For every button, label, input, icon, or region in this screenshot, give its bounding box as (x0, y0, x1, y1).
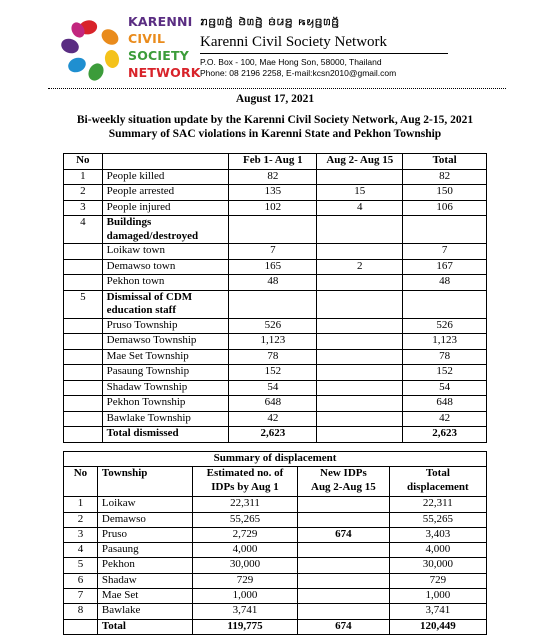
row-total: 648 (403, 396, 487, 412)
table-row (64, 334, 487, 350)
row-feb-aug1: 1,123 (229, 334, 317, 350)
table-row (64, 543, 487, 558)
hearts-circle-icon (58, 13, 126, 85)
row-township: Shadaw (97, 573, 192, 588)
row-item: Pekhon town (102, 275, 229, 291)
row-new-idps: 674 (298, 527, 390, 542)
table-row (64, 365, 487, 381)
row-aug2-aug15: 4 (317, 200, 403, 216)
header-new-idps (298, 467, 390, 497)
row-aug2-aug15 (317, 216, 403, 244)
row-no (64, 427, 103, 443)
row-aug2-aug15 (317, 290, 403, 318)
row-feb-aug1: 54 (229, 380, 317, 396)
table-row (64, 558, 487, 573)
row-no: 4 (64, 216, 103, 244)
report-subtitle: Summary of SAC violations in Karenni State and Pekhon Township (108, 128, 442, 140)
row-no: 8 (64, 604, 98, 619)
violations-header-row (64, 154, 487, 170)
row-item: Buildings damaged/destroyed (102, 216, 229, 244)
row-feb-aug1: 48 (229, 275, 317, 291)
row-total: 1,123 (403, 334, 487, 350)
total-no (64, 619, 98, 634)
row-aug2-aug15 (317, 349, 403, 365)
row-aug2-aug15 (317, 318, 403, 334)
row-estimated: 729 (192, 573, 297, 588)
row-township: Pruso (97, 527, 192, 542)
table-row (64, 275, 487, 291)
table-row (64, 604, 487, 619)
org-address: P.O. Box - 100, Mae Hong Son, 58000, Thailand (200, 57, 382, 67)
row-aug2-aug15 (317, 380, 403, 396)
total-label: Total (97, 619, 192, 634)
row-no (64, 411, 103, 427)
header-new-line2: Aug 2-Aug 15 (311, 480, 376, 493)
row-item: Pekhon Township (102, 396, 229, 412)
row-aug2-aug15 (317, 427, 403, 443)
header-estimated-line2: IDPs by Aug 1 (211, 480, 279, 493)
row-no (64, 365, 103, 381)
displacement-title-row (64, 452, 487, 467)
row-total: 526 (403, 318, 487, 334)
row-no: 3 (64, 200, 103, 216)
letterhead-rule (200, 53, 448, 54)
row-township: Pekhon (97, 558, 192, 573)
row-aug2-aug15 (317, 275, 403, 291)
table-row (64, 411, 487, 427)
header-estimated-line1: Estimated no. of (206, 467, 284, 480)
row-aug2-aug15 (317, 365, 403, 381)
row-total: 82 (403, 169, 487, 185)
row-no: 7 (64, 589, 98, 604)
displacement-body (64, 497, 487, 619)
row-estimated: 55,265 (192, 512, 297, 527)
row-item: Dismissal of CDM education staff (102, 290, 229, 318)
header-total-line1: Total (425, 467, 450, 480)
report-title: Bi-weekly situation update by the Karenni Civil Society Network, Aug 2-15, 2021 (76, 114, 474, 126)
row-feb-aug1: 82 (229, 169, 317, 185)
table-row (64, 169, 487, 185)
row-item: Loikaw town (102, 244, 229, 260)
row-total: 152 (403, 365, 487, 381)
header-item (102, 154, 229, 170)
displacement-title: Summary of displacement (64, 452, 487, 467)
row-total: 167 (403, 259, 487, 275)
header-total-line2: displacement (406, 480, 469, 493)
row-no: 3 (64, 527, 98, 542)
violations-body (64, 169, 487, 442)
row-no: 4 (64, 543, 98, 558)
table-row (64, 497, 487, 512)
row-total (403, 290, 487, 318)
table-row (64, 244, 487, 260)
row-total: 729 (389, 573, 486, 588)
row-township: Bawlake (97, 604, 192, 619)
row-item: Pasaung Township (102, 365, 229, 381)
total-displacement: 120,449 (389, 619, 486, 634)
row-no (64, 349, 103, 365)
row-no (64, 380, 103, 396)
row-total: 3,403 (389, 527, 486, 542)
row-feb-aug1: 102 (229, 200, 317, 216)
row-no (64, 244, 103, 260)
table-row (64, 349, 487, 365)
row-aug2-aug15 (317, 244, 403, 260)
table-row (64, 216, 487, 244)
row-item: Demawso Township (102, 334, 229, 350)
row-township: Pasaung (97, 543, 192, 558)
row-total: 55,265 (389, 512, 486, 527)
row-estimated: 1,000 (192, 589, 297, 604)
table-row (64, 527, 487, 542)
table-row (64, 573, 487, 588)
header-estimated-idps (192, 467, 297, 497)
row-estimated: 2,729 (192, 527, 297, 542)
row-no: 1 (64, 169, 103, 185)
row-new-idps (298, 589, 390, 604)
row-new-idps (298, 497, 390, 512)
row-feb-aug1 (229, 216, 317, 244)
row-total: 7 (403, 244, 487, 260)
row-item: People injured (102, 200, 229, 216)
row-feb-aug1: 42 (229, 411, 317, 427)
violations-table (63, 153, 487, 443)
row-no: 2 (64, 185, 103, 201)
row-no: 2 (64, 512, 98, 527)
row-no (64, 396, 103, 412)
row-township: Demawso (97, 512, 192, 527)
row-estimated: 3,741 (192, 604, 297, 619)
total-estimated: 119,775 (192, 619, 297, 634)
table-row (64, 185, 487, 201)
row-new-idps (298, 558, 390, 573)
row-feb-aug1: 648 (229, 396, 317, 412)
row-feb-aug1: 7 (229, 244, 317, 260)
table-row (64, 200, 487, 216)
displacement-table (63, 451, 487, 635)
row-item: Total dismissed (102, 427, 229, 443)
row-aug2-aug15 (317, 334, 403, 350)
row-item: Demawso town (102, 259, 229, 275)
row-no: 6 (64, 573, 98, 588)
table-row (64, 318, 487, 334)
row-feb-aug1 (229, 290, 317, 318)
row-new-idps (298, 512, 390, 527)
row-total: 48 (403, 275, 487, 291)
row-aug2-aug15 (317, 169, 403, 185)
row-new-idps (298, 543, 390, 558)
row-aug2-aug15: 15 (317, 185, 403, 201)
row-feb-aug1: 78 (229, 349, 317, 365)
displacement-total-row (64, 619, 487, 634)
header-total-displacement (389, 467, 486, 497)
row-no (64, 259, 103, 275)
displacement-header-row (64, 467, 487, 497)
row-total: 42 (403, 411, 487, 427)
row-total: 78 (403, 349, 487, 365)
row-aug2-aug15 (317, 396, 403, 412)
row-no (64, 318, 103, 334)
dotted-divider (48, 88, 506, 89)
header-township: Township (97, 467, 192, 497)
header-no: No (64, 467, 98, 497)
row-total: 106 (403, 200, 487, 216)
row-feb-aug1: 152 (229, 365, 317, 381)
logo-word-society: SOCIETY (128, 48, 189, 63)
row-feb-aug1: 526 (229, 318, 317, 334)
table-row (64, 259, 487, 275)
row-total: 4,000 (389, 543, 486, 558)
row-no: 1 (64, 497, 98, 512)
header-new-line1: New IDPs (320, 467, 367, 480)
row-estimated: 4,000 (192, 543, 297, 558)
table-row (64, 380, 487, 396)
total-new: 674 (298, 619, 390, 634)
row-total: 2,623 (403, 427, 487, 443)
table-row (64, 512, 487, 527)
row-new-idps (298, 573, 390, 588)
header-feb-aug1: Feb 1- Aug 1 (229, 154, 317, 170)
row-item: Pruso Township (102, 318, 229, 334)
row-aug2-aug15: 2 (317, 259, 403, 275)
row-total: 3,741 (389, 604, 486, 619)
report-date: August 17, 2021 (235, 93, 315, 105)
row-item: People arrested (102, 185, 229, 201)
row-total: 1,000 (389, 589, 486, 604)
logo-word-network: NETWORK (128, 65, 201, 80)
row-total: 150 (403, 185, 487, 201)
header-no: No (64, 154, 103, 170)
row-item: People killed (102, 169, 229, 185)
org-name: Karenni Civil Society Network (200, 34, 388, 50)
row-no (64, 334, 103, 350)
row-total: 54 (403, 380, 487, 396)
table-row (64, 290, 487, 318)
row-feb-aug1: 165 (229, 259, 317, 275)
org-contact: Phone: 08 2196 2258, E-mail:kcsn2010@gmail.com (200, 68, 397, 78)
letterhead (0, 0, 550, 95)
row-no (64, 275, 103, 291)
logo-wordmark (128, 13, 201, 81)
row-total (403, 216, 487, 244)
row-new-idps (298, 604, 390, 619)
org-name-script: ꤊꤢ꤬ꤛꤢꤩ꤬ ꤢꤧꤛꤢꤧ꤬ ꤢꤦꤣꤤ꤬ ꤒꤟꤢ꤬ꤛꤢꤩ꤬ (200, 14, 340, 29)
logo-word-karenni: KARENNI (128, 14, 193, 29)
header-aug2-aug15: Aug 2- Aug 15 (317, 154, 403, 170)
row-item: Mae Set Township (102, 349, 229, 365)
row-no: 5 (64, 290, 103, 318)
kcsn-logo (58, 11, 201, 87)
row-item: Shadaw Township (102, 380, 229, 396)
table-row (64, 396, 487, 412)
table-row (64, 589, 487, 604)
row-estimated: 30,000 (192, 558, 297, 573)
row-township: Mae Set (97, 589, 192, 604)
row-item: Bawlake Township (102, 411, 229, 427)
row-township: Loikaw (97, 497, 192, 512)
row-aug2-aug15 (317, 411, 403, 427)
row-no: 5 (64, 558, 98, 573)
table-row (64, 427, 487, 443)
row-total: 30,000 (389, 558, 486, 573)
row-total: 22,311 (389, 497, 486, 512)
row-feb-aug1: 2,623 (229, 427, 317, 443)
row-feb-aug1: 135 (229, 185, 317, 201)
header-total: Total (403, 154, 487, 170)
logo-word-civil: CIVIL (128, 31, 166, 46)
row-estimated: 22,311 (192, 497, 297, 512)
